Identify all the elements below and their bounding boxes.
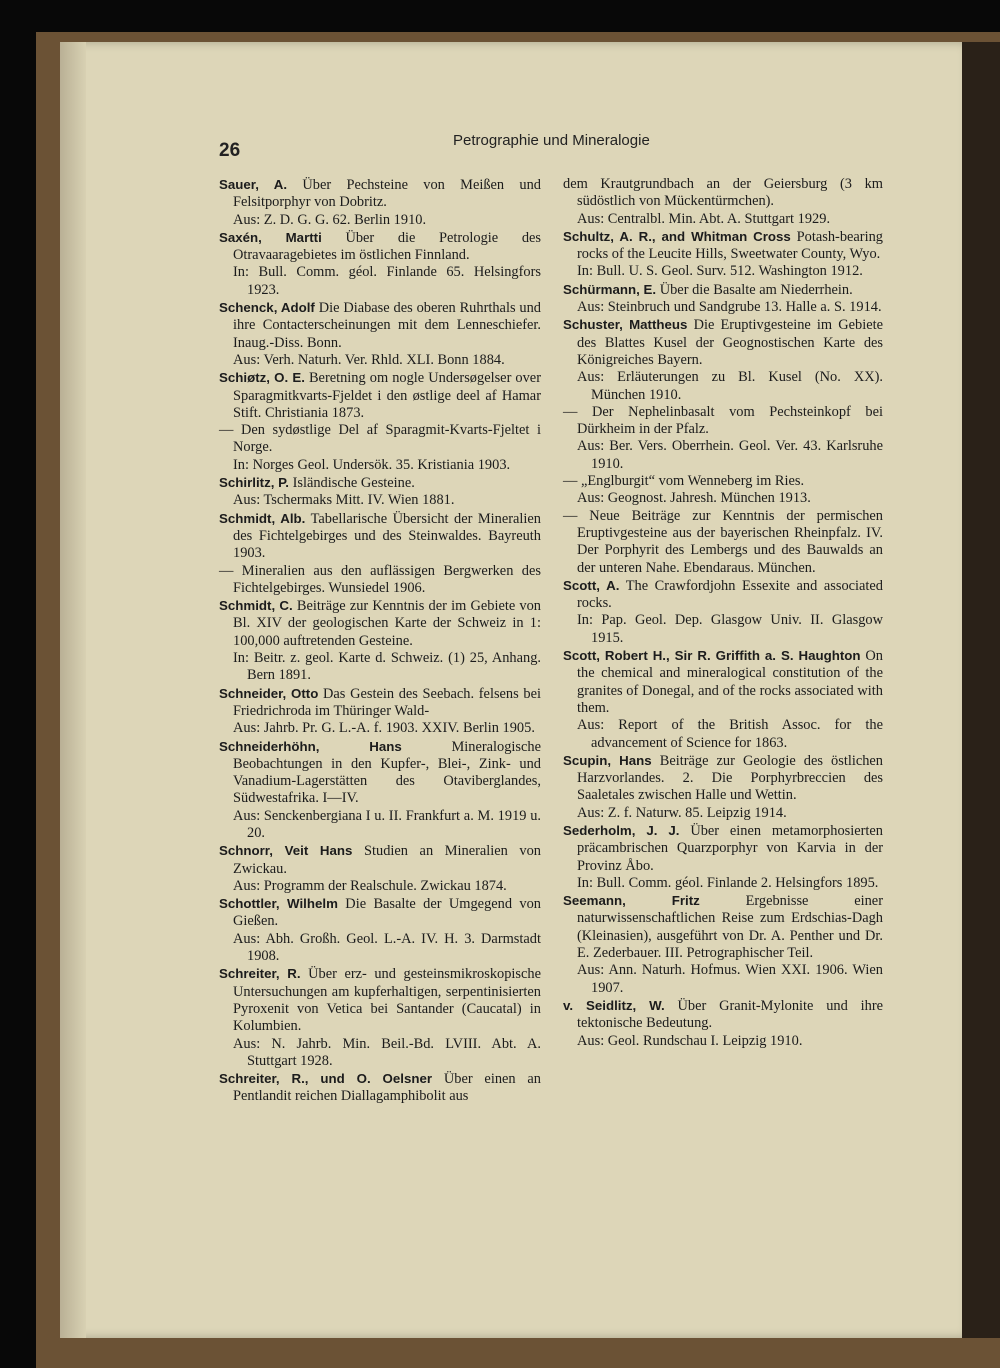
entry-author: Schmidt, C. <box>219 598 293 614</box>
entry-author: v. Seidlitz, W. <box>563 997 665 1013</box>
entry-source: In: Beitr. z. geol. Karte d. Schweiz. (1) 25, Anhang. Bern 1891. <box>233 650 541 684</box>
left-column <box>219 176 541 1106</box>
page-number: 26 <box>219 140 241 161</box>
bibliography-entry <box>563 316 883 369</box>
entry-title: dem Krautgrundbach an der Geiersburg (3 km südöstlich von Mückentürmchen). <box>563 176 883 210</box>
bibliography-entry <box>219 685 541 721</box>
entry-source: Aus: Erläuterungen zu Bl. Kusel (No. XX). München 1910. <box>577 369 883 403</box>
bibliography-entry <box>563 822 883 875</box>
bibliography-entry <box>563 404 883 439</box>
entry-author: Scupin, Hans <box>563 752 652 768</box>
bibliography-entry <box>219 842 541 878</box>
entry-title: Ergebnisse einer naturwissenschaftlichen Reise zum Erdschias-Dagh (Kleinasien), ausgeführt von Dr. A. Penther und Dr. E. Zederbauer. III. Petrographischer Teil. <box>577 893 883 962</box>
entry-title: — Der Nephelinbasalt vom Pechsteinkopf bei Dürkheim in der Pfalz. <box>563 403 883 438</box>
entry-author: Schürmann, E. <box>563 281 657 297</box>
bibliography-entry <box>563 577 883 613</box>
entry-title: Beiträge zur Kenntnis der im Gebiete von Bl. XIV der geologischen Karte der Schweiz in 1: 100,000 auftretenden Gesteine. <box>233 598 541 649</box>
entry-title: Die Basalte der Umgegend von Gießen. <box>233 896 541 930</box>
entry-source: Aus: Ann. Naturh. Hofmus. Wien XXI. 1906. Wien 1907. <box>577 962 883 996</box>
entry-author: Schmidt, Alb. <box>219 510 306 526</box>
bibliography-entry <box>219 229 541 265</box>
bibliography-entry <box>219 176 541 212</box>
bibliography-entry <box>563 997 883 1033</box>
entry-source: Aus: N. Jahrb. Min. Beil.-Bd. LVIII. Abt. A. Stuttgart 1928. <box>233 1035 541 1069</box>
entry-author: Schultz, A. R., and Whitman Cross <box>563 228 791 244</box>
entry-title: Die Eruptivgesteine im Gebiete des Blattes Kusel der Geognostischen Karte des Königreiches Bayern. <box>577 317 884 368</box>
entry-author: Seemann, Fritz <box>563 893 700 909</box>
bibliography-entry <box>563 473 883 490</box>
entry-title: Studien an Mineralien von Zwickau. <box>233 843 541 877</box>
entry-source: In: Norges Geol. Undersök. 35. Kristiania 1903. <box>233 456 511 473</box>
entry-title: On the chemical and mineralogical constitution of the granites of Donegal, and of the rocks associated with them. <box>577 648 883 716</box>
entry-author: Schneider, Otto <box>219 685 319 701</box>
entry-author: Schnorr, Veit Hans <box>219 843 353 859</box>
bibliography-entry <box>219 597 541 650</box>
right-column <box>563 176 883 1050</box>
entry-source: Aus: Jahrb. Pr. G. L.-A. f. 1903. XXIV. Berlin 1905. <box>233 720 535 737</box>
entry-title: Über erz- und gesteinsmikroskopische Untersuchungen am kupferhaltigen, serpentinisierten Pyroxenit von Vetica bei Santander (Caucatal) in Kolumbien. <box>233 966 541 1035</box>
entry-title: Über einen metamorphosierten präcambrischen Quarzporphyr von Karvia in der Provinz Åbo. <box>577 822 884 874</box>
bibliography-entry <box>563 508 883 577</box>
entry-title: — „Englburgit“ vom Wenneberg im Ries. <box>563 473 805 490</box>
entry-title: — Mineralien aus den auflässigen Bergwerken des Fichtelgebirges. Wunsiedel 1906. <box>219 562 541 596</box>
entry-source: Aus: Report of the British Assoc. for the advancement of Science for 1863. <box>577 717 883 751</box>
bibliography-entry <box>219 510 541 563</box>
entry-title: Über einen an Pentlandit reichen Diallagamphibolit aus <box>233 1071 541 1105</box>
bibliography-entry <box>219 563 541 598</box>
entry-author: Schiøtz, O. E. <box>219 370 305 386</box>
entry-source: In: Bull. U. S. Geol. Surv. 512. Washington 1912. <box>577 263 863 280</box>
bibliography-entry <box>219 895 541 931</box>
bibliography-entry <box>563 228 883 264</box>
entry-source: Aus: Geognost. Jahresh. München 1913. <box>577 490 811 507</box>
entry-author: Schreiter, R. <box>219 966 301 982</box>
entry-title: Über Pechsteine von Meißen und Felsitporphyr von Dobritz. <box>233 177 541 211</box>
entry-title: The Crawfordjohn Essexite and associated rocks. <box>577 577 883 612</box>
entry-title: Mineralogische Beobachtungen in den Kupfer-, Blei-, Zink- und Vanadium-Lagerstätten des Otaviberglandes, Südwestafrika. I—IV. <box>233 738 541 807</box>
entry-author: Saxén, Martti <box>219 229 322 245</box>
entry-source: Aus: Programm der Realschule. Zwickau 1874. <box>233 877 507 894</box>
entry-source: Aus: Senckenbergiana I u. II. Frankfurt a. M. 1919 u. 20. <box>233 807 541 841</box>
entry-author: Sederholm, J. J. <box>563 822 680 838</box>
entry-source: Aus: Abh. Großh. Geol. L.-A. IV. H. 3. Darmstadt 1908. <box>233 930 541 965</box>
entry-source: Aus: Verh. Naturh. Ver. Rhld. XLI. Bonn 1884. <box>233 351 505 368</box>
entry-author: Scott, A. <box>563 577 620 593</box>
entry-source: Aus: Geol. Rundschau I. Leipzig 1910. <box>577 1032 803 1049</box>
bibliography-entry <box>563 281 883 299</box>
entry-author: Sauer, A. <box>219 177 288 192</box>
entry-source: Aus: Centralbl. Min. Abt. A. Stuttgart 1929. <box>577 210 831 227</box>
entry-title: Beretning om nogle Undersøgelser over Sparagmitkvarts-Fjeldet i den østlige deel af Hamar Stift. Christiania 1873. <box>233 370 541 421</box>
entry-source: Aus: Z. f. Naturw. 85. Leipzig 1914. <box>577 804 787 821</box>
bibliography-entry <box>219 474 541 492</box>
entry-author: Schenck, Adolf <box>219 300 315 316</box>
entry-author: Schneiderhöhn, Hans <box>219 738 402 754</box>
entry-title: Über Granit-Mylonite und ihre tektonische Bedeutung. <box>577 997 884 1032</box>
bibliography-entry <box>219 965 541 1035</box>
bibliography-entry <box>219 738 541 808</box>
entry-source: In: Bull. Comm. géol. Finlande 65. Helsingfors 1923. <box>233 264 541 298</box>
entry-author: Schirlitz, P. <box>219 475 289 491</box>
entry-author: Schuster, Mattheus <box>563 317 688 333</box>
entry-author: Schreiter, R., und O. Oelsner <box>219 1071 433 1087</box>
bibliography-entry <box>563 892 883 962</box>
entry-title: Tabellarische Übersicht der Mineralien des Fichtelgebirges und des Steinwaldes. Bayreuth 1903. <box>233 510 542 562</box>
page-gutter <box>60 42 86 1338</box>
entry-author: Schottler, Wilhelm <box>219 896 338 912</box>
entry-title: — Den sydøstlige Del af Sparagmit-Kvarts-Fjeltet i Norge. <box>219 422 541 456</box>
entry-title: — Neue Beiträge zur Kenntnis der permischen Eruptivgesteine aus der bayerischen Rheinpfalz. IV. Der Porphyrit des Lembergs und des Bauwalds an der unteren Nahe. Ebendaraus. München. <box>563 507 883 576</box>
entry-source: Aus: Z. D. G. G. 62. Berlin 1910. <box>233 211 427 228</box>
bibliography-entry <box>219 422 541 457</box>
entry-title: Potash-bearing rocks of the Leucite Hills, Sweetwater County, Wyo. <box>577 228 883 263</box>
entry-title: Das Gestein des Seebach. felsens bei Friedrichroda im Thüringer Wald- <box>233 685 541 719</box>
bibliography-entry <box>563 647 883 717</box>
entry-title: Die Diabase des oberen Ruhrthals und ihre Contacterscheinungen mit dem Lenneschiefer. Inaug.-Diss. Bonn. <box>233 300 541 351</box>
bibliography-entry <box>563 176 883 211</box>
entry-source: Aus: Steinbruch und Sandgrube 13. Halle a. S. 1914. <box>577 299 882 316</box>
entry-source: In: Bull. Comm. géol. Finlande 2. Helsingfors 1895. <box>577 874 879 891</box>
entry-source: Aus: Ber. Vers. Oberrhein. Geol. Ver. 43. Karlsruhe 1910. <box>577 438 883 472</box>
entry-author: Scott, Robert H., Sir R. Griffith a. S. Haughton <box>563 648 861 664</box>
bibliography-entry <box>219 369 541 422</box>
bibliography-entry <box>563 752 883 805</box>
bibliography-entry <box>219 299 541 352</box>
entry-title: Isländische Gesteine. <box>292 475 415 492</box>
bibliography-entry <box>219 1070 541 1106</box>
entry-source: Aus: Tschermaks Mitt. IV. Wien 1881. <box>233 492 455 509</box>
entry-title: Über die Petrologie des Otravaaragebietes im östlichen Finnland. <box>233 229 541 264</box>
next-page-edge <box>962 42 1000 1338</box>
entry-source: In: Pap. Geol. Dep. Glasgow Univ. II. Glasgow 1915. <box>577 612 883 646</box>
entry-title: Über die Basalte am Niederrhein. <box>659 281 853 298</box>
entry-title: Beiträge zur Geologie des östlichen Harzvorlandes. 2. Die Porphyrbreccien des Saaletales zwischen Halle und Wettin. <box>577 752 883 804</box>
